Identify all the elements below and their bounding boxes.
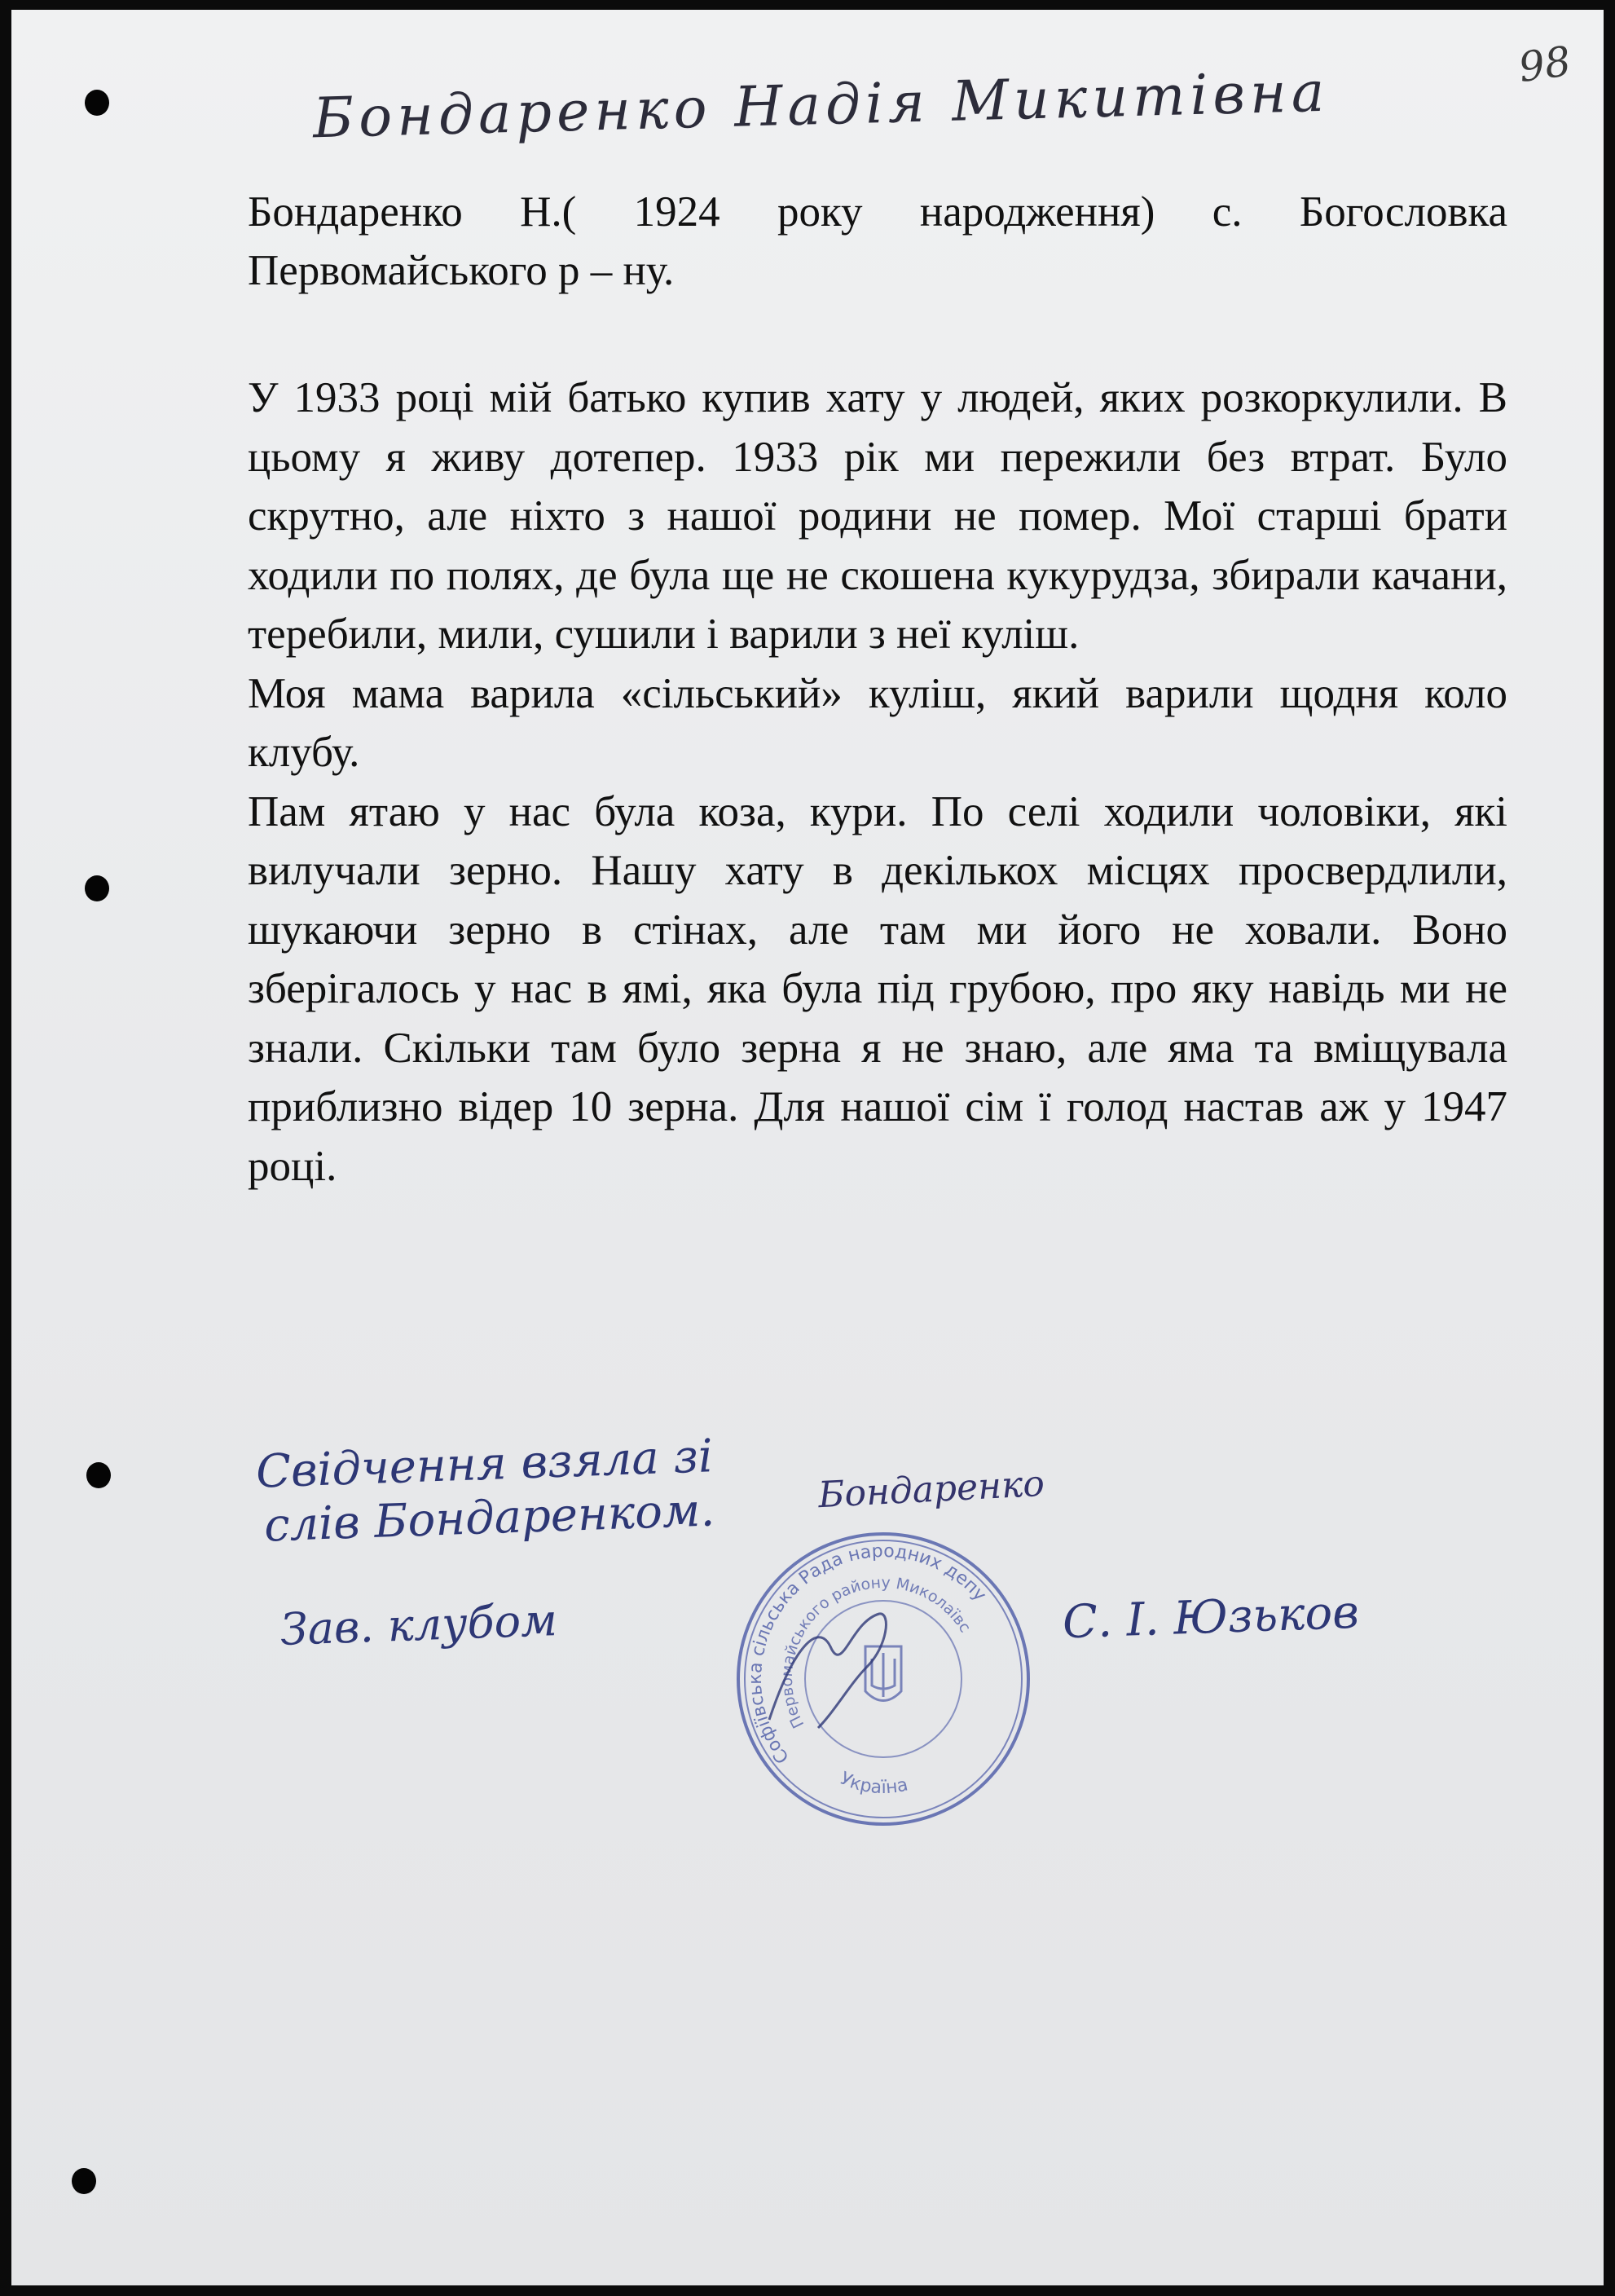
- page-number: 98: [1516, 37, 1574, 92]
- official-name: С. І. Юзьков: [1061, 1585, 1360, 1650]
- club-head-label: Зав. клубом: [279, 1594, 558, 1655]
- stamp-outer-text: Софіївська сільська Рада народних депутатів: [745, 1540, 991, 1768]
- svg-text:Україна: [837, 1769, 909, 1798]
- handwritten-note-line-2: слів Бондаренком.: [263, 1483, 716, 1553]
- paragraph-1: У 1933 році мій батько купив хату у людей, яких розкоркулили. В цьому я живу дотепер. 1933 рік ми пережили без втрат. Було скрутно, але ніхто з нашої родини не помер. Мої старші брати ходили по полях, де була ще не скошена кукурудза, збирали качани, теребили, мили, сушили і варили з неї куліш.: [248, 374, 1507, 658]
- document-page: [11, 10, 1604, 2285]
- paragraph-2: Моя мама варила «сільський» куліш, який варили щодня коло клубу.: [248, 669, 1507, 776]
- official-stamp: [728, 1524, 1038, 1834]
- header-line-2: Первомайського р – ну.: [248, 247, 675, 294]
- header-line-1: Бондаренко Н.( 1924 року народження) с. Богословка: [248, 188, 1507, 236]
- punch-hole: [85, 90, 109, 116]
- svg-text:Софіївська сільська Рада народ: [728, 1524, 990, 1784]
- stamp-inner-text: Первомайського району Миколаївської: [777, 1573, 975, 1731]
- handwritten-note-line-1: Свідчення взяла зі: [255, 1430, 714, 1499]
- stamp-bottom-text: Україна: [837, 1768, 910, 1799]
- handwritten-name: Бондаренко Надія Микитівна: [312, 59, 1331, 152]
- witness-signature: Бондаренко: [816, 1462, 1046, 1517]
- punch-hole: [72, 2168, 96, 2194]
- paragraph-3: Пам ятаю у нас була коза, кури. По селі ходили чоловіки, які вилучали зерно. Нашу хату в декількох місцях просвердлили, шукаючи зерно в стінах, але там ми його не ховали. Воно зберігалось у нас в ямі, яка була під грубою, про яку навідь ми не знали. Скільки там було зерна я не знаю, але яма та вміщувала приблизно відер 10 зерна. Для нашої сім ї голод настав аж у 1947 році.: [248, 787, 1507, 1190]
- testimony-text: [248, 368, 1507, 1196]
- punch-hole: [85, 875, 109, 901]
- trident-emblem-icon: [865, 1646, 901, 1701]
- punch-hole: [86, 1462, 111, 1488]
